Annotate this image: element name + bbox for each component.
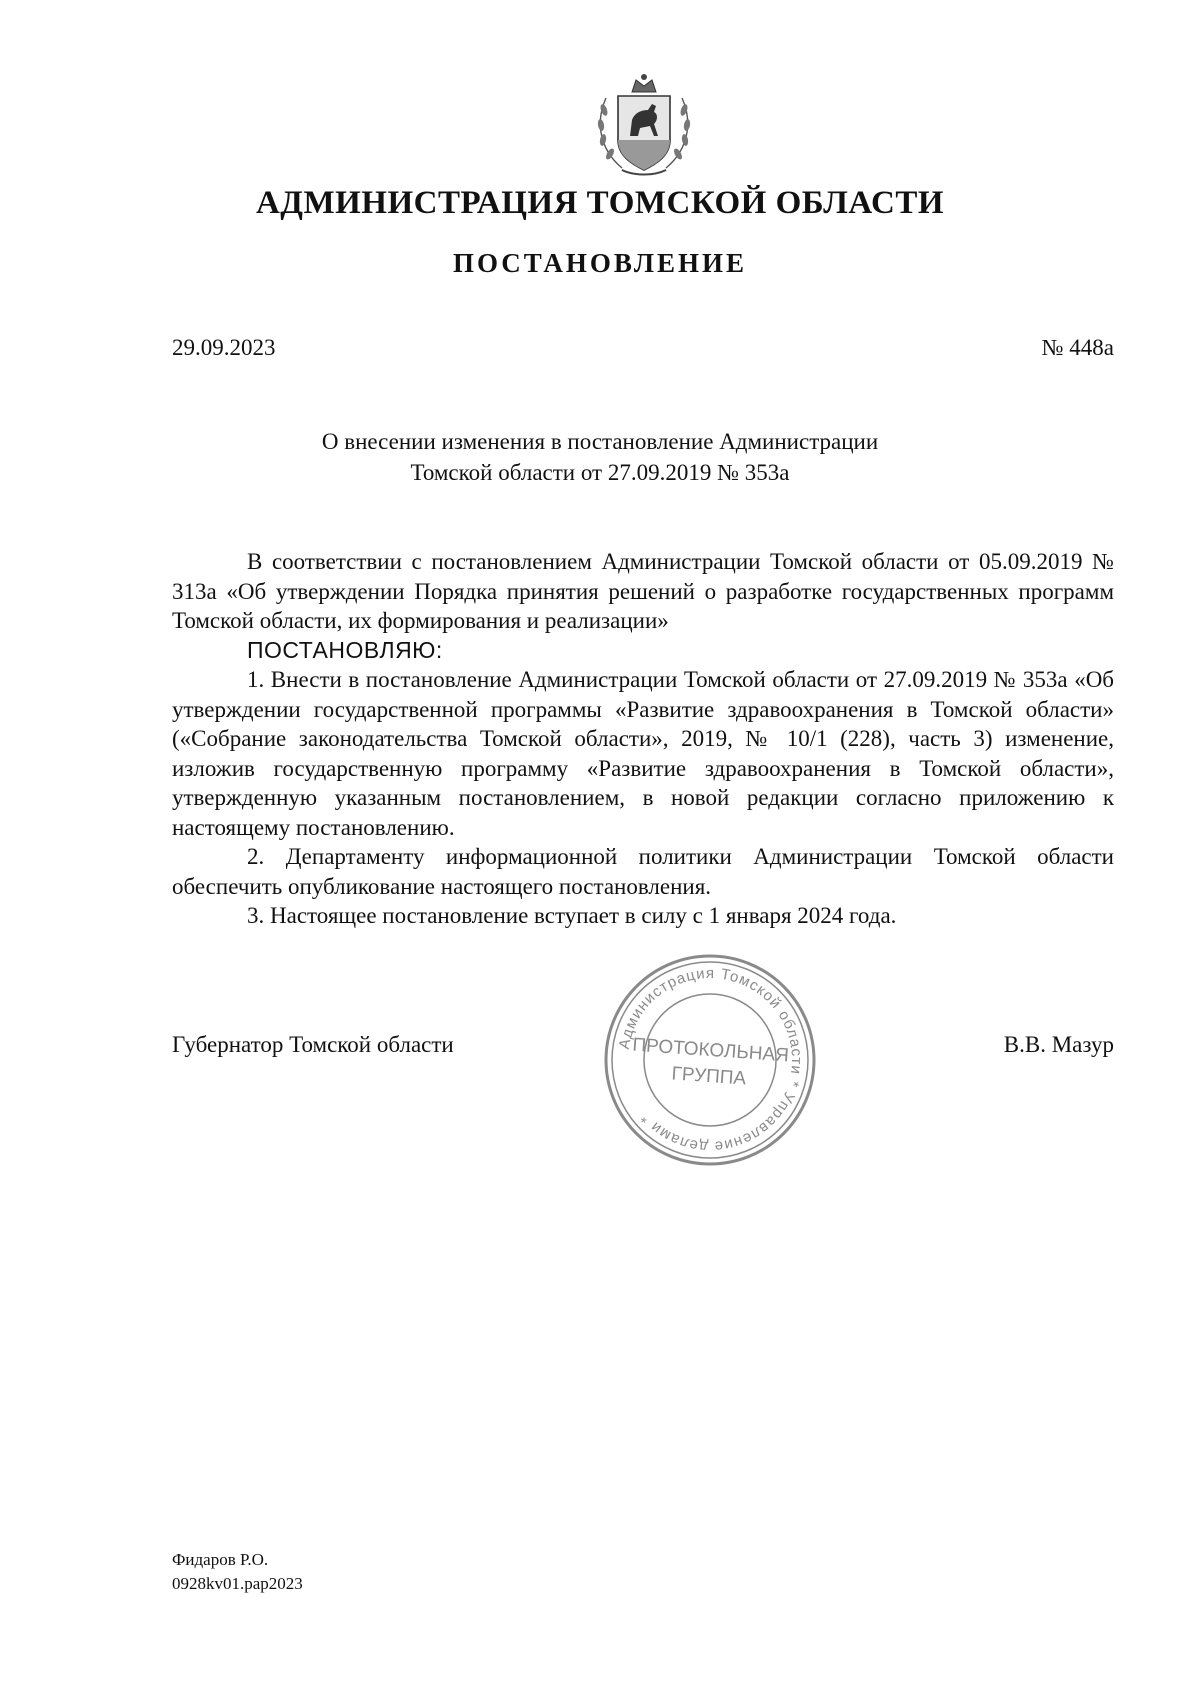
document-date: 29.09.2023: [172, 335, 276, 360]
subject-line: О внесении изменения в постановление Администрации: [321, 429, 879, 454]
coat-of-arms-icon: [592, 70, 696, 180]
document-body: [172, 547, 1114, 931]
document-number: № 448а: [1041, 335, 1114, 360]
document-subject: [0, 426, 1200, 488]
official-stamp: [600, 950, 820, 1170]
document-type: ПОСТАНОВЛЕНИЕ: [452, 248, 748, 278]
resolve-heading: ПОСТАНОВЛЯЮ:: [247, 636, 443, 663]
preamble-paragraph: В соответствии с постановлением Администрации Томской области от 05.09.2019 № 313а «Об утверждении Порядка принятия решений о разработке государственных программ Томской области, их формирования и реализации»: [172, 549, 1114, 633]
file-reference: 0928kv01.pap2023: [172, 1574, 303, 1593]
stamp-ring-text: Администрация Томской области * Управление делами *: [615, 964, 806, 1156]
signer-name: В.В. Мазур: [1003, 1032, 1114, 1057]
organization-title: АДМИНИСТРАЦИЯ ТОМСКОЙ ОБЛАСТИ: [255, 185, 945, 221]
signer-title: Губернатор Томской области: [172, 1032, 454, 1057]
item-paragraph: 1. Внести в постановление Администрации Томской области от 27.09.2019 № 353а «Об утверждении государственной программы «Развитие здравоохранения в Томской области» («Собрание законодательства Томской области», 2019, № 10/1 (228), часть 3) изменение, изложив государственную программу «Развитие здравоохранения в Томской области», утвержденную указанным постановлением, в новой редакции согласно приложению к настоящему постановлению.: [172, 667, 1114, 840]
item-paragraph: 2. Департаменту информационной политики Администрации Томской области обеспечить опубликование настоящего постановления.: [172, 844, 1114, 899]
subject-line: Томской области от 27.09.2019 № 353а: [410, 460, 790, 485]
executor-block: [172, 1548, 303, 1596]
stamp-center-line: ПРОТОКОЛЬНАЯ: [631, 1034, 790, 1067]
item-paragraph: 3. Настоящее постановление вступает в силу с 1 января 2024 года.: [247, 903, 897, 928]
stamp-center-line: ГРУППА: [670, 1063, 747, 1090]
executor-name: Фидаров Р.О.: [172, 1550, 269, 1569]
